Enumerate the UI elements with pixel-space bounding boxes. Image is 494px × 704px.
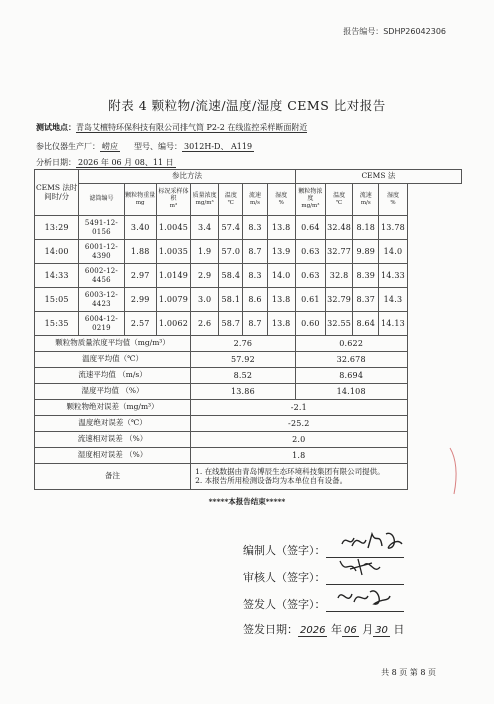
error-label: 颗粒物绝对误差（mg/m³） (35, 400, 191, 416)
instrument-info (36, 141, 254, 152)
cell-hum: 13.8 (267, 216, 295, 240)
cell-flow: 8.7 (243, 312, 267, 336)
issue-date (243, 621, 404, 637)
cell-cems-flow: 8.39 (353, 264, 379, 288)
issue-date-year: 2026 (300, 625, 326, 636)
cell-volume: 1.0035 (156, 240, 190, 264)
page-title: 附表 4 颗粒物/流速/温度/湿度 CEMS 比对报告 (108, 98, 386, 113)
preparer-handwritten-signature (338, 526, 408, 556)
cell-mass: 3.40 (124, 216, 156, 240)
table-row (35, 288, 462, 312)
error-value: 2.0 (191, 432, 407, 448)
average-cems: 14.108 (295, 384, 407, 400)
cell-flow: 8.3 (243, 264, 267, 288)
header-cems-pm-text: 颗粒物浓度 (298, 188, 323, 203)
comparison-table (34, 169, 462, 490)
error-value: -25.2 (191, 416, 407, 432)
cell-conc: 3.0 (191, 288, 219, 312)
header-mass-conc-text: 质量浓度 (192, 191, 217, 199)
header-filter-no: 滤筒编号 (79, 184, 124, 216)
test-site (36, 122, 307, 133)
error-row (35, 400, 462, 416)
cell-mass: 2.99 (124, 288, 156, 312)
cell-cems-temp: 32.48 (326, 216, 353, 240)
header-humidity-text: 湿度 (275, 191, 288, 199)
cell-flow: 8.7 (243, 240, 267, 264)
cell-conc: 1.9 (191, 240, 219, 264)
analysis-date-value: 2026 年 06 月 08、11 日 (78, 158, 174, 167)
issue-date-day: 30 (375, 625, 388, 636)
cell-cems-hum: 13.78 (379, 216, 407, 240)
cell-volume: 1.0149 (156, 264, 190, 288)
error-row (35, 448, 462, 464)
cell-filter: 6004-12-0219 (79, 312, 124, 336)
reviewer-label: 审核人（签字）： (243, 571, 326, 584)
header-pm-mass-unit: mg (135, 199, 145, 206)
cell-time: 14:33 (35, 264, 79, 288)
table-row (35, 216, 462, 240)
average-cems: 0.622 (295, 336, 407, 352)
cell-cems-hum: 14.33 (379, 264, 407, 288)
cell-cems-pm: 0.60 (295, 312, 325, 336)
cell-cems-flow: 8.64 (353, 312, 379, 336)
cell-time: 15:35 (35, 312, 79, 336)
cell-hum: 13.8 (267, 288, 295, 312)
header-cems-temp-unit: ℃ (336, 199, 343, 206)
cell-cems-temp: 32.8 (326, 264, 353, 288)
reviewer-handwritten-signature (336, 555, 386, 579)
average-label: 湿度平均值 （%） (35, 384, 191, 400)
error-label: 温度绝对误差（℃） (35, 416, 191, 432)
header-std-volume-text: 标况采样体积 (158, 188, 189, 203)
header-ref-group: 参比方法 (79, 170, 296, 184)
cell-cems-pm: 0.63 (295, 240, 325, 264)
cell-flow: 8.3 (243, 216, 267, 240)
header-temp-unit: ℃ (227, 199, 234, 206)
cell-mass: 2.97 (124, 264, 156, 288)
header-std-volume (156, 184, 190, 216)
header-cems-hum (379, 184, 407, 216)
cell-cems-pm: 0.61 (295, 288, 325, 312)
analysis-date (36, 157, 176, 168)
cell-volume: 1.0079 (156, 288, 190, 312)
header-cems-flow-text: 流速 (359, 191, 372, 199)
preparer-label: 编制人（签字）： (243, 544, 326, 557)
header-temp (219, 184, 243, 216)
cell-mass: 1.88 (124, 240, 156, 264)
average-row (35, 384, 462, 400)
table-row (35, 264, 462, 288)
cell-temp: 58.7 (219, 312, 243, 336)
remark-line: 1. 在线数据由青岛博辰生态环境科技集团有限公司提供。 (195, 466, 385, 476)
cell-cems-flow: 8.18 (353, 216, 379, 240)
cell-filter: 6002-12-4456 (79, 264, 124, 288)
cell-temp: 58.4 (219, 264, 243, 288)
header-mass-conc-unit: mg/m³ (195, 199, 214, 206)
remark-line: 2. 本报告所用检测设备均为本单位自有设备。 (195, 475, 348, 485)
test-site-label: 测试地点： (36, 122, 76, 132)
cell-time: 13:29 (35, 216, 79, 240)
cell-volume: 1.0045 (156, 216, 190, 240)
header-cems-hum-unit: % (390, 199, 396, 206)
error-row (35, 416, 462, 432)
cell-filter: 5491-12-0156 (79, 216, 124, 240)
cell-time: 15:05 (35, 288, 79, 312)
cell-flow: 8.6 (243, 288, 267, 312)
cell-temp: 57.0 (219, 240, 243, 264)
cell-volume: 1.0062 (156, 312, 190, 336)
report-number: 报告编号：SDHP26042306 (343, 27, 446, 36)
average-row (35, 368, 462, 384)
issue-date-month: 06 (343, 625, 357, 636)
remarks-row (35, 464, 462, 490)
header-time (35, 170, 79, 216)
header-humidity-unit: % (278, 199, 284, 206)
average-label: 温度平均值（℃） (35, 352, 191, 368)
average-label: 流速平均值 （m/s） (35, 368, 191, 384)
header-cems-pm-unit: mg/m³ (301, 202, 320, 209)
cell-cems-pm: 0.64 (295, 216, 325, 240)
cell-hum: 13.8 (267, 312, 295, 336)
header-mass-conc (191, 184, 219, 216)
average-row (35, 352, 462, 368)
test-site-value: 青岛艾檀特环保科技有限公司排气筒 P2-2 在线监控采样断面附近 (76, 123, 308, 132)
header-flow-text: 流速 (248, 191, 261, 199)
red-mark-decoration (448, 446, 462, 496)
cell-temp: 57.4 (219, 216, 243, 240)
error-row (35, 432, 462, 448)
cell-cems-flow: 8.37 (353, 288, 379, 312)
end-of-report: *****本报告结束***** (208, 497, 286, 506)
error-value: -2.1 (191, 400, 407, 416)
header-cems-pm (295, 184, 325, 216)
header-temp-text: 温度 (224, 191, 237, 199)
analysis-date-label: 分析日期： (36, 158, 76, 167)
cell-conc: 2.6 (191, 312, 219, 336)
issuer-handwritten-signature (334, 584, 394, 610)
cell-temp: 58.1 (219, 288, 243, 312)
model-label: 型号、编号： (134, 142, 182, 151)
cell-cems-pm: 0.63 (295, 264, 325, 288)
header-time-text: CEMS 法时间时/分 (35, 182, 78, 201)
cell-filter: 6003-12-4423 (79, 288, 124, 312)
header-flow-unit: m/s (250, 199, 260, 206)
average-ref: 2.76 (191, 336, 296, 352)
header-cems-flow (353, 184, 379, 216)
cell-filter: 6001-12-4390 (79, 240, 124, 264)
header-cems-group: CEMS 法 (295, 170, 461, 184)
average-cems: 32.678 (295, 352, 407, 368)
header-cems-temp-text: 温度 (333, 191, 346, 199)
error-label: 湿度相对误差 （%） (35, 448, 191, 464)
cell-hum: 13.9 (267, 240, 295, 264)
cell-cems-flow: 9.89 (353, 240, 379, 264)
issue-date-label: 签发日期： (243, 623, 298, 636)
average-ref: 13.86 (191, 384, 296, 400)
cell-conc: 3.4 (191, 216, 219, 240)
header-flow (243, 184, 267, 216)
table-row (35, 240, 462, 264)
issuer-label: 签发人（签字）： (243, 598, 326, 611)
cell-cems-hum: 14.0 (379, 240, 407, 264)
header-std-volume-unit: m³ (169, 202, 178, 209)
error-value: 1.8 (191, 448, 407, 464)
header-humidity (267, 184, 295, 216)
cell-cems-hum: 14.3 (379, 288, 407, 312)
instrument-label: 参比仪器生产厂： (36, 142, 100, 151)
cell-cems-temp: 32.79 (326, 288, 353, 312)
page-footer: 共 8 页 第 8 页 (381, 668, 436, 677)
issue-date-month-unit: 月 (362, 623, 374, 636)
cell-cems-temp: 32.55 (326, 312, 353, 336)
average-ref: 8.52 (191, 368, 296, 384)
issue-date-day-unit: 日 (393, 623, 405, 636)
average-row (35, 336, 462, 352)
header-pm-mass-text: 颗粒物重量 (125, 191, 156, 199)
cell-cems-temp: 32.77 (326, 240, 353, 264)
instrument-maker: 崂应 (102, 142, 118, 151)
cell-conc: 2.9 (191, 264, 219, 288)
cell-mass: 2.57 (124, 312, 156, 336)
cell-time: 14:00 (35, 240, 79, 264)
average-cems: 8.694 (295, 368, 407, 384)
cell-hum: 14.0 (267, 264, 295, 288)
cell-cems-hum: 14.13 (379, 312, 407, 336)
header-pm-mass (124, 184, 156, 216)
remarks-content (191, 464, 407, 490)
header-cems-temp (326, 184, 353, 216)
header-cems-flow-unit: m/s (360, 199, 371, 206)
model-value: 3012H-D、 A119 (184, 142, 253, 151)
average-ref: 57.92 (191, 352, 296, 368)
remarks-label: 备注 (35, 464, 191, 490)
average-label: 颗粒物质量浓度平均值（mg/m³） (35, 336, 191, 352)
table-row (35, 312, 462, 336)
issue-date-year-unit: 年 (330, 623, 342, 636)
header-cems-hum-text: 湿度 (386, 191, 399, 199)
error-label: 流速相对误差 （%） (35, 432, 191, 448)
